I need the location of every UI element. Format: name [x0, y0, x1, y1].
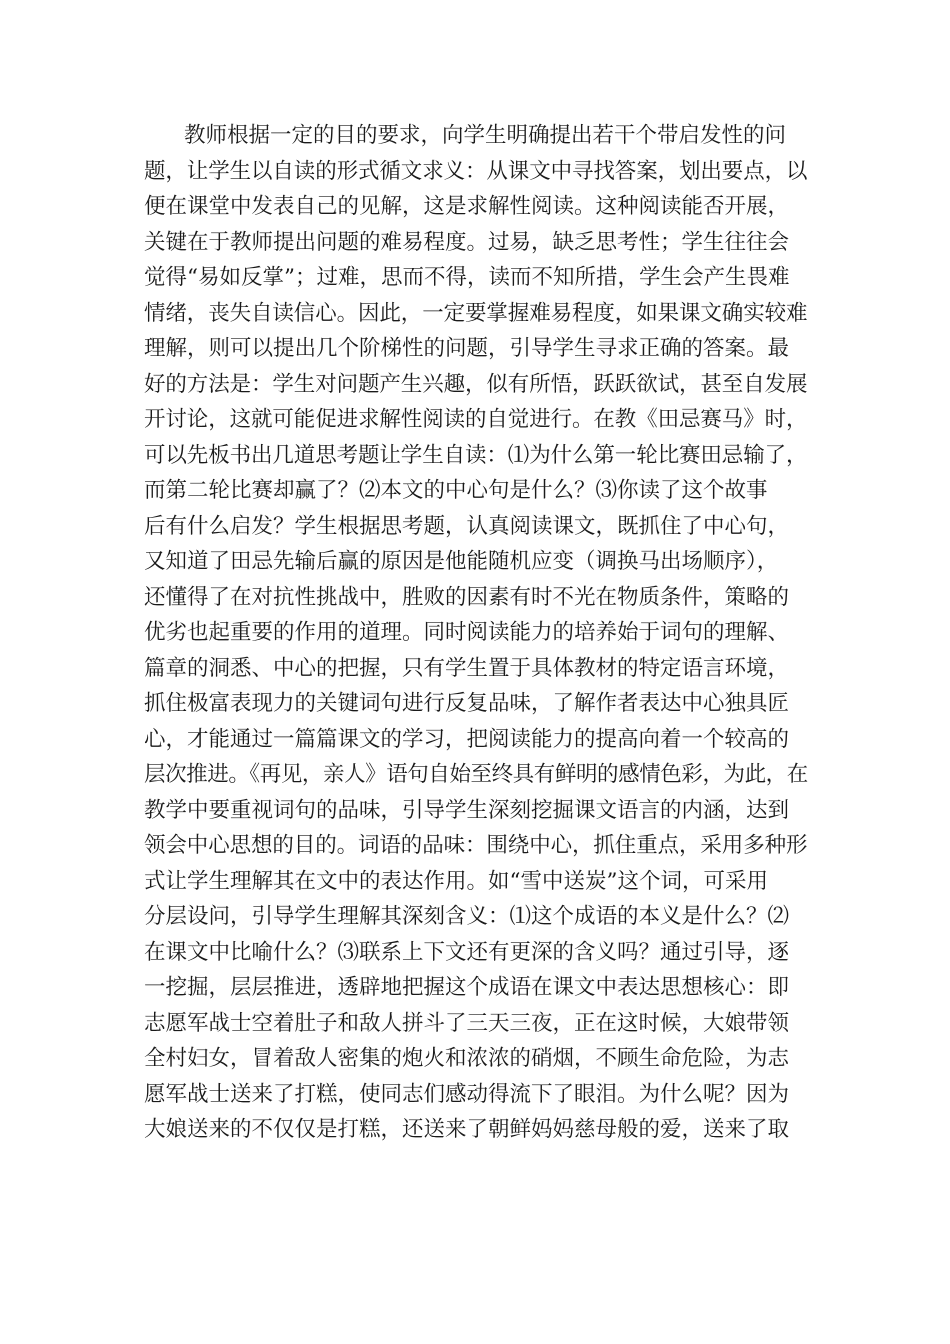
text-line: 又知道了田忌先输后赢的原因是他能随机应变（调换马出场顺序）， — [144, 549, 779, 574]
text-line: 分层设问，引导学生理解其深刻含义：⑴这个成语的本义是什么？⑵ — [144, 904, 790, 929]
text-line: 还懂得了在对抗性挑战中，胜败的因素有时不光在物质条件，策略的 — [144, 584, 790, 610]
text-line: 关键在于教师提出问题的难易程度。过易，缺乏思考性；学生往往会 — [144, 229, 790, 255]
text-line: 优劣也起重要的作用的道理。同时阅读能力的培养始于词句的理解、 — [144, 620, 790, 645]
text-line: 情绪，丧失自读信心。因此，一定要掌握难易程度，如果课文确实较难 — [144, 300, 808, 326]
text-line: 便在课堂中发表自己的见解，这是求解性阅读。这种阅读能否开展， — [144, 194, 790, 219]
text-line: 抓住极富表现力的关键词句进行反复品味，了解作者表达中心独具匠 — [144, 691, 790, 716]
body-paragraph — [144, 118, 808, 1148]
text-line: 大娘送来的不仅仅是打糕，还送来了朝鲜妈妈慈母般的爱，送来了取 — [144, 1117, 790, 1142]
text-line: 心，才能通过一篇篇课文的学习，把阅读能力的提高向着一个较高的 — [144, 726, 790, 752]
text-line: 一挖掘，层层推进，透辟地把握这个成语在课文中表达思想核心：即 — [144, 975, 790, 1000]
text-line: 篇章的洞悉、中心的把握，只有学生置于具体教材的特定语言环境， — [144, 655, 790, 681]
text-line: 题，让学生以自读的形式循文求义：从课文中寻找答案，划出要点，以 — [144, 158, 808, 184]
text-line: 教学中要重视词句的品味，引导学生深刻挖掘课文语言的内涵，达到 — [144, 797, 790, 823]
text-line: 后有什么启发？学生根据思考题，认真阅读课文，既抓住了中心句， — [144, 513, 790, 539]
text-line: 觉得“易如反掌”；过难，思而不得，读而不知所措，学生会产生畏难 — [144, 265, 790, 290]
text-line: 层次推进。《再见，亲人》语句自始至终具有鲜明的感情色彩，为此，在 — [144, 762, 808, 787]
text-line: 志愿军战士空着肚子和敌人拼斗了三天三夜，正在这时候，大娘带领 — [144, 1010, 790, 1036]
text-line: 开讨论，这就可能促进求解性阅读的自觉进行。在教《田忌赛马》时， — [144, 407, 808, 432]
text-line: 而第二轮比赛却赢了？⑵本文的中心句是什么？⑶你读了这个故事 — [144, 478, 768, 503]
text-line: 式让学生理解其在文中的表达作用。如“雪中送炭”这个词，可采用 — [144, 868, 768, 894]
text-line: 在课文中比喻什么？⑶联系上下文还有更深的含义吗？通过引导，逐 — [144, 939, 790, 965]
text-line: 教师根据一定的目的要求，向学生明确提出若干个带启发性的问 — [184, 123, 787, 148]
text-line: 好的方法是：学生对问题产生兴趣，似有所悟，跃跃欲试，甚至自发展 — [144, 371, 808, 397]
text-line: 理解，则可以提出几个阶梯性的问题，引导学生寻求正确的答案。最 — [144, 336, 790, 361]
text-line: 愿军战士送来了打糕，使同志们感动得流下了眼泪。为什么呢？因为 — [144, 1081, 790, 1107]
text-line: 领会中心思想的目的。词语的品味：围绕中心，抓住重点，采用多种形 — [144, 833, 808, 858]
text-line: 全村妇女，冒着敌人密集的炮火和浓浓的硝烟，不顾生命危险，为志 — [144, 1046, 790, 1071]
text-line: 可以先板书出几道思考题让学生自读：⑴为什么第一轮比赛田忌输了， — [144, 442, 808, 468]
